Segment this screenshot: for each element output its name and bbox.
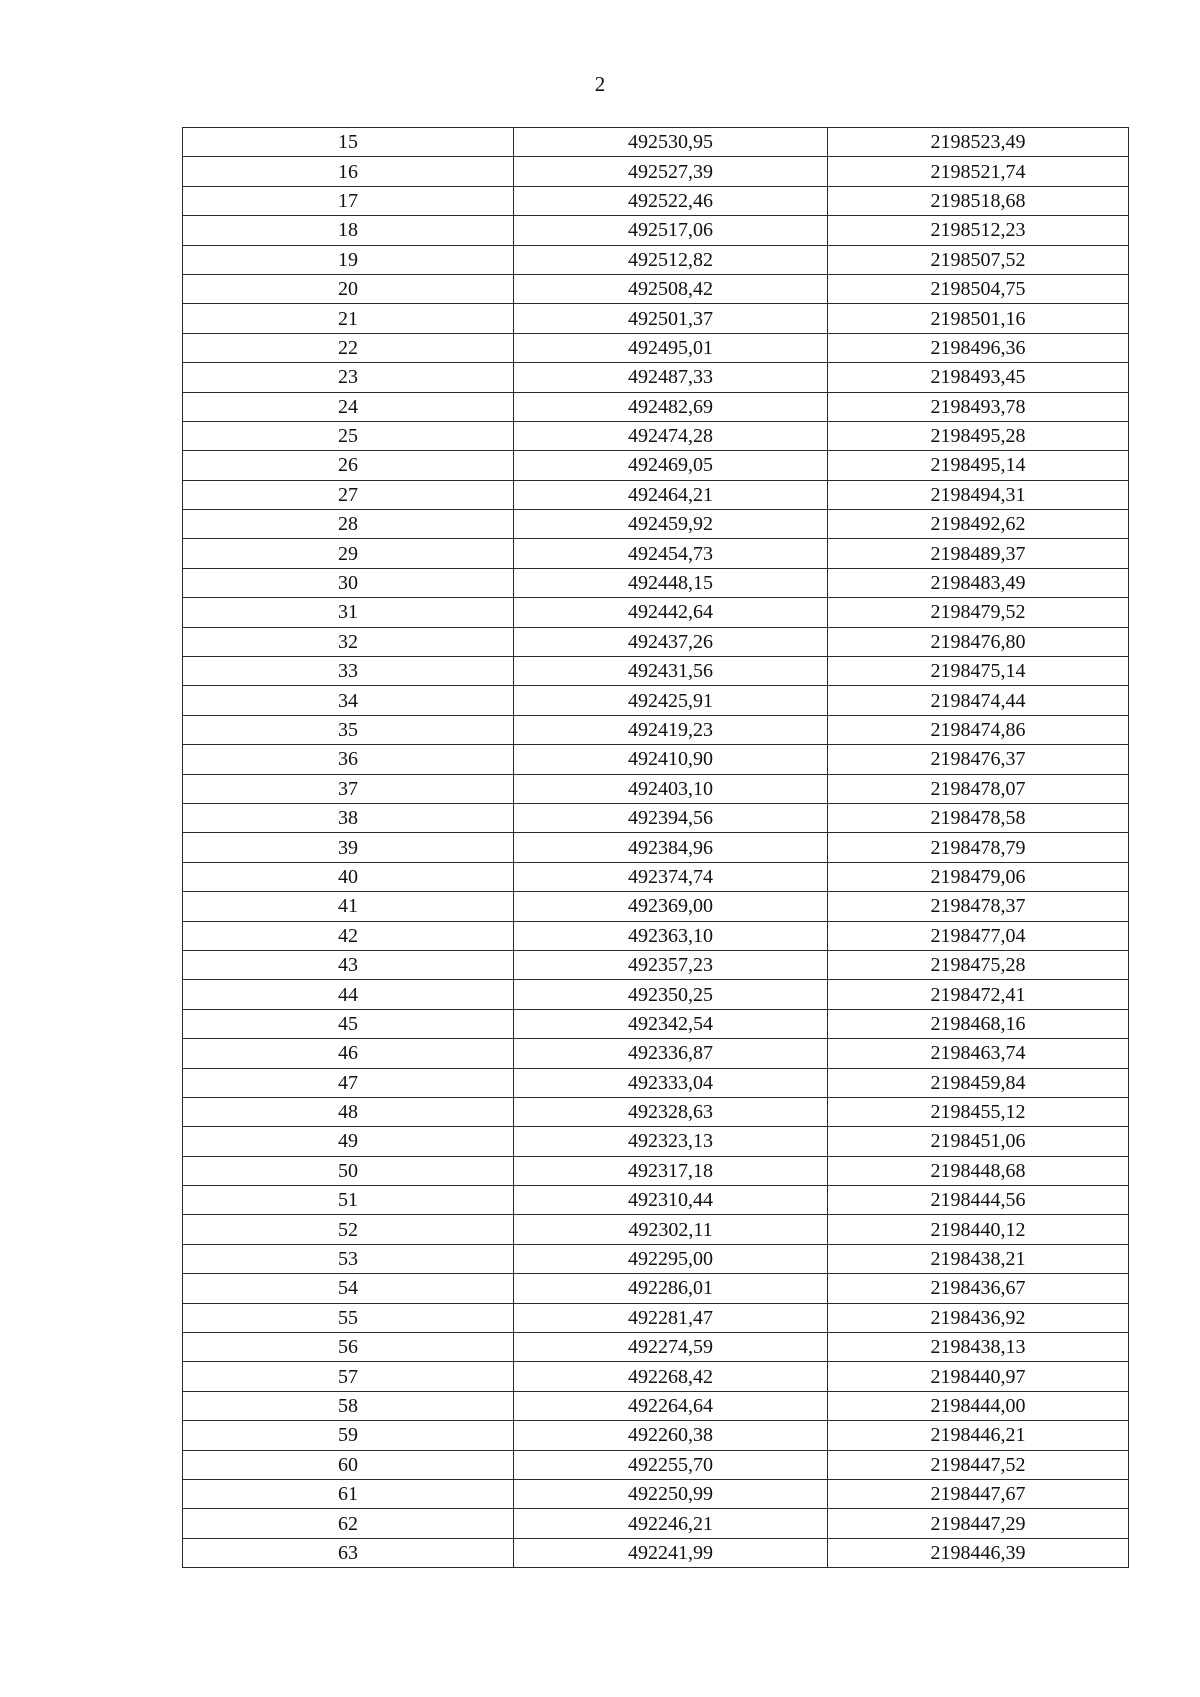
x-coordinate-cell: 492508,42 [514, 274, 828, 303]
y-coordinate-cell: 2198440,12 [828, 1215, 1129, 1244]
point-number-cell: 51 [183, 1186, 514, 1215]
point-number-cell: 61 [183, 1479, 514, 1508]
table-row [183, 715, 1129, 744]
point-number-cell: 28 [183, 510, 514, 539]
y-coordinate-cell: 2198493,45 [828, 363, 1129, 392]
point-number-cell: 43 [183, 950, 514, 979]
y-coordinate-cell: 2198478,79 [828, 833, 1129, 862]
x-coordinate-cell: 492530,95 [514, 128, 828, 157]
point-number-cell: 47 [183, 1068, 514, 1097]
point-number-cell: 55 [183, 1303, 514, 1332]
x-coordinate-cell: 492495,01 [514, 333, 828, 362]
y-coordinate-cell: 2198446,39 [828, 1538, 1129, 1567]
x-coordinate-cell: 492274,59 [514, 1333, 828, 1362]
table-row [183, 657, 1129, 686]
table-row [183, 539, 1129, 568]
table-row [183, 1039, 1129, 1068]
x-coordinate-cell: 492357,23 [514, 950, 828, 979]
table-row [183, 1244, 1129, 1273]
point-number-cell: 59 [183, 1421, 514, 1450]
y-coordinate-cell: 2198507,52 [828, 245, 1129, 274]
y-coordinate-cell: 2198495,14 [828, 451, 1129, 480]
x-coordinate-cell: 492328,63 [514, 1097, 828, 1126]
x-coordinate-cell: 492527,39 [514, 157, 828, 186]
y-coordinate-cell: 2198504,75 [828, 274, 1129, 303]
x-coordinate-cell: 492448,15 [514, 568, 828, 597]
x-coordinate-cell: 492246,21 [514, 1509, 828, 1538]
point-number-cell: 26 [183, 451, 514, 480]
x-coordinate-cell: 492295,00 [514, 1244, 828, 1273]
y-coordinate-cell: 2198436,92 [828, 1303, 1129, 1332]
table-row [183, 774, 1129, 803]
y-coordinate-cell: 2198478,58 [828, 803, 1129, 832]
y-coordinate-cell: 2198438,21 [828, 1244, 1129, 1273]
y-coordinate-cell: 2198492,62 [828, 510, 1129, 539]
point-number-cell: 16 [183, 157, 514, 186]
x-coordinate-cell: 492374,74 [514, 862, 828, 891]
x-coordinate-cell: 492333,04 [514, 1068, 828, 1097]
table-row [183, 333, 1129, 362]
point-number-cell: 60 [183, 1450, 514, 1479]
table-row [183, 568, 1129, 597]
point-number-cell: 44 [183, 980, 514, 1009]
point-number-cell: 29 [183, 539, 514, 568]
point-number-cell: 52 [183, 1215, 514, 1244]
x-coordinate-cell: 492469,05 [514, 451, 828, 480]
x-coordinate-cell: 492482,69 [514, 392, 828, 421]
coordinates-table-body [183, 128, 1129, 1568]
table-row [183, 1156, 1129, 1185]
x-coordinate-cell: 492425,91 [514, 686, 828, 715]
table-row [183, 1362, 1129, 1391]
x-coordinate-cell: 492241,99 [514, 1538, 828, 1567]
table-row [183, 1450, 1129, 1479]
point-number-cell: 63 [183, 1538, 514, 1567]
table-row [183, 363, 1129, 392]
x-coordinate-cell: 492264,64 [514, 1391, 828, 1420]
y-coordinate-cell: 2198501,16 [828, 304, 1129, 333]
point-number-cell: 45 [183, 1009, 514, 1038]
table-row [183, 1479, 1129, 1508]
point-number-cell: 33 [183, 657, 514, 686]
y-coordinate-cell: 2198444,56 [828, 1186, 1129, 1215]
table-row [183, 1391, 1129, 1420]
table-row [183, 921, 1129, 950]
point-number-cell: 57 [183, 1362, 514, 1391]
x-coordinate-cell: 492250,99 [514, 1479, 828, 1508]
point-number-cell: 42 [183, 921, 514, 950]
table-row [183, 950, 1129, 979]
point-number-cell: 38 [183, 803, 514, 832]
y-coordinate-cell: 2198512,23 [828, 216, 1129, 245]
x-coordinate-cell: 492442,64 [514, 598, 828, 627]
table-row [183, 1068, 1129, 1097]
x-coordinate-cell: 492487,33 [514, 363, 828, 392]
x-coordinate-cell: 492464,21 [514, 480, 828, 509]
y-coordinate-cell: 2198494,31 [828, 480, 1129, 509]
y-coordinate-cell: 2198447,52 [828, 1450, 1129, 1479]
table-row [183, 510, 1129, 539]
table-row [183, 245, 1129, 274]
table-row [183, 216, 1129, 245]
y-coordinate-cell: 2198479,06 [828, 862, 1129, 891]
table-row [183, 1009, 1129, 1038]
x-coordinate-cell: 492403,10 [514, 774, 828, 803]
page-number: 2 [594, 72, 606, 96]
x-coordinate-cell: 492342,54 [514, 1009, 828, 1038]
table-row [183, 421, 1129, 450]
x-coordinate-cell: 492522,46 [514, 186, 828, 215]
table-row [183, 1333, 1129, 1362]
x-coordinate-cell: 492323,13 [514, 1127, 828, 1156]
x-coordinate-cell: 492286,01 [514, 1274, 828, 1303]
x-coordinate-cell: 492350,25 [514, 980, 828, 1009]
point-number-cell: 31 [183, 598, 514, 627]
point-number-cell: 36 [183, 745, 514, 774]
point-number-cell: 15 [183, 128, 514, 157]
x-coordinate-cell: 492517,06 [514, 216, 828, 245]
y-coordinate-cell: 2198496,36 [828, 333, 1129, 362]
x-coordinate-cell: 492419,23 [514, 715, 828, 744]
x-coordinate-cell: 492260,38 [514, 1421, 828, 1450]
y-coordinate-cell: 2198440,97 [828, 1362, 1129, 1391]
table-row [183, 274, 1129, 303]
y-coordinate-cell: 2198523,49 [828, 128, 1129, 157]
y-coordinate-cell: 2198474,86 [828, 715, 1129, 744]
y-coordinate-cell: 2198495,28 [828, 421, 1129, 450]
point-number-cell: 17 [183, 186, 514, 215]
point-number-cell: 24 [183, 392, 514, 421]
y-coordinate-cell: 2198474,44 [828, 686, 1129, 715]
x-coordinate-cell: 492512,82 [514, 245, 828, 274]
point-number-cell: 18 [183, 216, 514, 245]
y-coordinate-cell: 2198455,12 [828, 1097, 1129, 1126]
point-number-cell: 27 [183, 480, 514, 509]
y-coordinate-cell: 2198475,28 [828, 950, 1129, 979]
y-coordinate-cell: 2198489,37 [828, 539, 1129, 568]
y-coordinate-cell: 2198447,67 [828, 1479, 1129, 1508]
table-row [183, 803, 1129, 832]
table-row [183, 833, 1129, 862]
table-row [183, 157, 1129, 186]
y-coordinate-cell: 2198493,78 [828, 392, 1129, 421]
y-coordinate-cell: 2198463,74 [828, 1039, 1129, 1068]
point-number-cell: 50 [183, 1156, 514, 1185]
table-row [183, 1274, 1129, 1303]
y-coordinate-cell: 2198472,41 [828, 980, 1129, 1009]
point-number-cell: 23 [183, 363, 514, 392]
point-number-cell: 46 [183, 1039, 514, 1068]
point-number-cell: 62 [183, 1509, 514, 1538]
coordinates-table [182, 127, 1129, 1568]
point-number-cell: 53 [183, 1244, 514, 1273]
table-row [183, 627, 1129, 656]
x-coordinate-cell: 492336,87 [514, 1039, 828, 1068]
x-coordinate-cell: 492268,42 [514, 1362, 828, 1391]
x-coordinate-cell: 492459,92 [514, 510, 828, 539]
y-coordinate-cell: 2198444,00 [828, 1391, 1129, 1420]
x-coordinate-cell: 492302,11 [514, 1215, 828, 1244]
x-coordinate-cell: 492255,70 [514, 1450, 828, 1479]
y-coordinate-cell: 2198478,07 [828, 774, 1129, 803]
y-coordinate-cell: 2198459,84 [828, 1068, 1129, 1097]
y-coordinate-cell: 2198436,67 [828, 1274, 1129, 1303]
y-coordinate-cell: 2198518,68 [828, 186, 1129, 215]
point-number-cell: 40 [183, 862, 514, 891]
point-number-cell: 25 [183, 421, 514, 450]
x-coordinate-cell: 492394,56 [514, 803, 828, 832]
x-coordinate-cell: 492474,28 [514, 421, 828, 450]
table-row [183, 1186, 1129, 1215]
table-row [183, 1509, 1129, 1538]
table-row [183, 1538, 1129, 1567]
point-number-cell: 21 [183, 304, 514, 333]
point-number-cell: 39 [183, 833, 514, 862]
y-coordinate-cell: 2198475,14 [828, 657, 1129, 686]
y-coordinate-cell: 2198479,52 [828, 598, 1129, 627]
table-row [183, 1127, 1129, 1156]
y-coordinate-cell: 2198438,13 [828, 1333, 1129, 1362]
table-row [183, 892, 1129, 921]
x-coordinate-cell: 492317,18 [514, 1156, 828, 1185]
y-coordinate-cell: 2198477,04 [828, 921, 1129, 950]
table-row [183, 1215, 1129, 1244]
y-coordinate-cell: 2198446,21 [828, 1421, 1129, 1450]
y-coordinate-cell: 2198476,37 [828, 745, 1129, 774]
point-number-cell: 56 [183, 1333, 514, 1362]
point-number-cell: 30 [183, 568, 514, 597]
point-number-cell: 54 [183, 1274, 514, 1303]
table-row [183, 186, 1129, 215]
point-number-cell: 41 [183, 892, 514, 921]
point-number-cell: 34 [183, 686, 514, 715]
x-coordinate-cell: 492363,10 [514, 921, 828, 950]
point-number-cell: 22 [183, 333, 514, 362]
x-coordinate-cell: 492431,56 [514, 657, 828, 686]
table-row [183, 304, 1129, 333]
x-coordinate-cell: 492310,44 [514, 1186, 828, 1215]
point-number-cell: 19 [183, 245, 514, 274]
table-row [183, 128, 1129, 157]
table-row [183, 745, 1129, 774]
point-number-cell: 35 [183, 715, 514, 744]
point-number-cell: 48 [183, 1097, 514, 1126]
table-row [183, 980, 1129, 1009]
point-number-cell: 58 [183, 1391, 514, 1420]
table-row [183, 1303, 1129, 1332]
x-coordinate-cell: 492384,96 [514, 833, 828, 862]
point-number-cell: 32 [183, 627, 514, 656]
point-number-cell: 49 [183, 1127, 514, 1156]
y-coordinate-cell: 2198468,16 [828, 1009, 1129, 1038]
x-coordinate-cell: 492437,26 [514, 627, 828, 656]
point-number-cell: 20 [183, 274, 514, 303]
y-coordinate-cell: 2198478,37 [828, 892, 1129, 921]
y-coordinate-cell: 2198483,49 [828, 568, 1129, 597]
table-row [183, 1097, 1129, 1126]
table-row [183, 686, 1129, 715]
y-coordinate-cell: 2198476,80 [828, 627, 1129, 656]
y-coordinate-cell: 2198451,06 [828, 1127, 1129, 1156]
x-coordinate-cell: 492501,37 [514, 304, 828, 333]
table-row [183, 480, 1129, 509]
point-number-cell: 37 [183, 774, 514, 803]
y-coordinate-cell: 2198447,29 [828, 1509, 1129, 1538]
table-row [183, 598, 1129, 627]
x-coordinate-cell: 492281,47 [514, 1303, 828, 1332]
x-coordinate-cell: 492410,90 [514, 745, 828, 774]
table-row [183, 392, 1129, 421]
table-row [183, 862, 1129, 891]
y-coordinate-cell: 2198448,68 [828, 1156, 1129, 1185]
table-row [183, 1421, 1129, 1450]
x-coordinate-cell: 492454,73 [514, 539, 828, 568]
table-row [183, 451, 1129, 480]
y-coordinate-cell: 2198521,74 [828, 157, 1129, 186]
x-coordinate-cell: 492369,00 [514, 892, 828, 921]
